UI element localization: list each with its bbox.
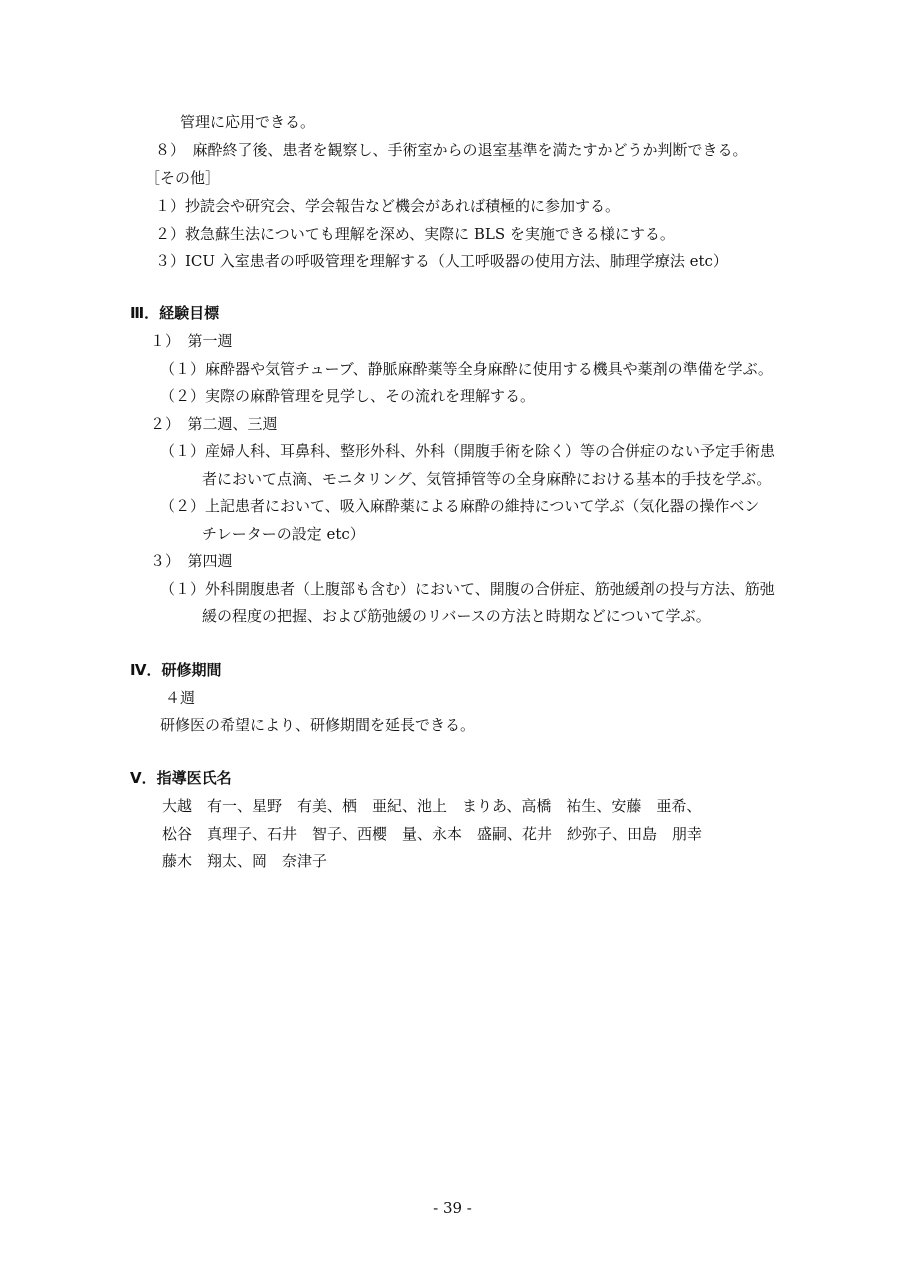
week23-item-2-line2: チレーターの設定 etc） [202,525,365,543]
week1-item-1: （１）麻酔器や気管チューブ、静脈麻酔薬等全身麻酔に使用する機具や薬剤の準備を学ぶ。 [160,360,773,378]
other-item-2: ２）救急蘇生法についても理解を深め、実際に BLS を実施できる様にする。 [155,225,675,243]
page-number: - 39 - [433,1199,472,1217]
training-duration: ４週 [165,689,196,707]
other-label: ［その他］ [145,169,221,187]
supervisor-names-line-2: 松谷 真理子、石井 智子、西櫻 量、永本 盛嗣、花井 紗弥子、田島 朋幸 [162,825,703,843]
supervisor-names-line-1: 大越 有一、星野 有美、栖 亜紀、池上 まりあ、高橋 祐生、安藤 亜希、 [162,797,702,815]
week4-item-1-line1: （１）外科開腹患者（上腹部も含む）において、開腹の合併症、筋弛緩剤の投与方法、筋弛 [160,580,775,598]
training-extension-note: 研修医の希望により、研修期間を延長できる。 [160,716,476,734]
week23-label: ２） 第二週、三週 [150,415,278,433]
week4-label: ３） 第四週 [150,552,233,570]
week23-item-1-line2: 者において点滴、モニタリング、気管挿管等の全身麻酔における基本的手技を学ぶ。 [202,470,772,488]
week23-item-1-line1: （１）産婦人科、耳鼻科、整形外科、外科（開腹手術を除く）等の合併症のない予定手術患 [160,442,776,460]
section-heading-supervisors: Ⅴ．指導医氏名 [130,769,232,787]
week23-item-2-line1: （２）上記患者において、吸入麻酔薬による麻酔の維持について学ぶ（気化器の操作ベン [160,497,760,515]
other-item-3: ３）ICU 入室患者の呼吸管理を理解する（人工呼吸器の使用方法、肺理学療法 etc） [155,252,728,270]
supervisor-names-line-3: 藤木 翔太、岡 奈津子 [162,852,328,870]
continuation-line: 管理に応用できる。 [180,113,316,131]
section-heading-training-period: Ⅳ．研修期間 [130,661,222,679]
week4-item-1-line2: 緩の程度の把握、および筋弛緩のリバースの方法と時期などについて学ぶ。 [202,607,711,625]
week1-item-2: （２）実際の麻酔管理を見学し、その流れを理解する。 [160,387,536,405]
week1-label: １） 第一週 [150,332,233,350]
section-heading-experience-goals: Ⅲ．経験目標 [130,304,220,322]
objective-item-8: ８） 麻酔終了後、患者を観察し、手術室からの退室基準を満たすかどうか判断できる。 [155,141,748,159]
other-item-1: １）抄読会や研究会、学会報告など機会があれば積極的に参加する。 [155,197,621,215]
